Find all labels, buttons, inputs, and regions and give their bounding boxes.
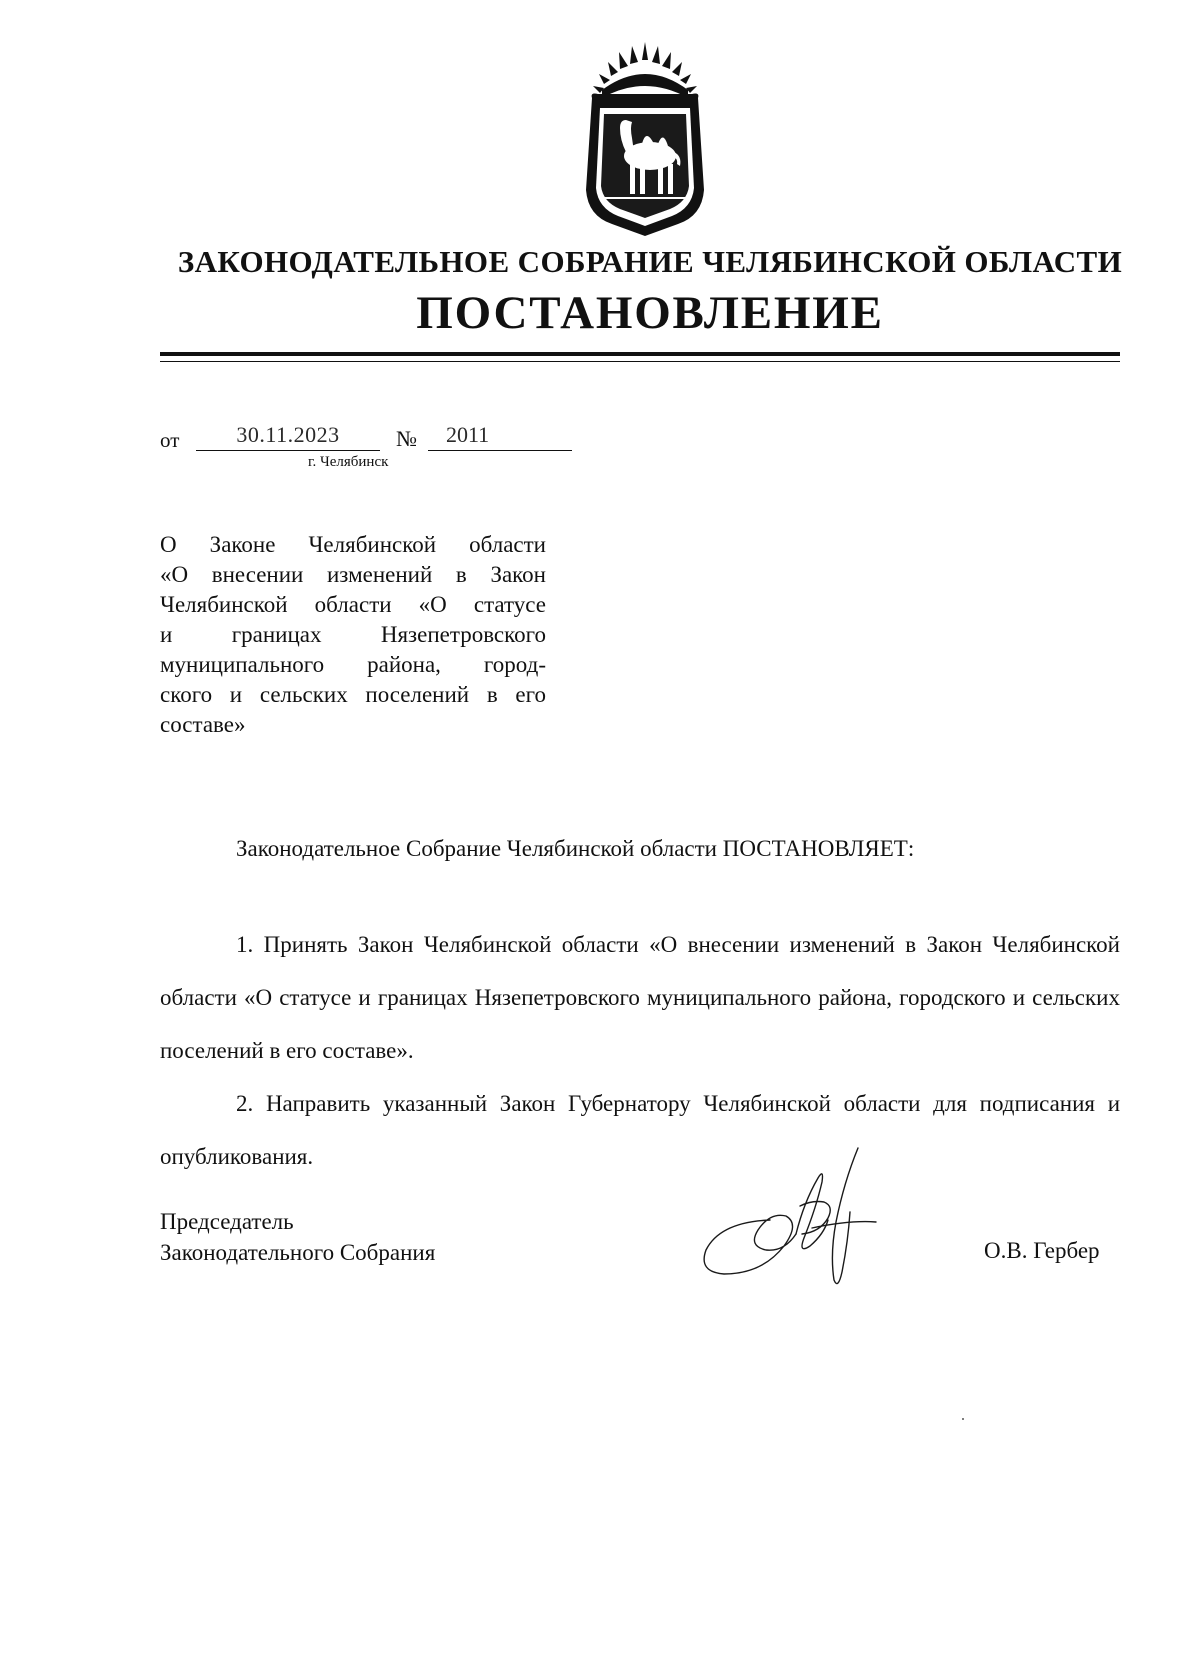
subject-line: Челябинской области «О статусе [160, 592, 546, 617]
subject-line: ского и сельских поселений в его [160, 682, 546, 707]
signatory-position [160, 1206, 435, 1268]
resolution-point-2: 2. Направить указанный Закон Губернатору Челябинской области для подписания и опубликования. [160, 1091, 1120, 1169]
decree-statement: Законодательное Собрание Челябинской области ПОСТАНОВЛЯЕТ: [236, 836, 915, 861]
resolution-points [160, 918, 1120, 1183]
organization-title: ЗАКОНОДАТЕЛЬНОЕ СОБРАНИЕ ЧЕЛЯБИНСКОЙ ОБЛАСТИ [177, 244, 1123, 279]
header-divider-thin [160, 361, 1120, 362]
position-line: Председатель [160, 1209, 294, 1234]
number-field [428, 418, 572, 451]
document-type-title: ПОСТАНОВЛЕНИЕ [416, 287, 884, 339]
subject-line: О Законе Челябинской области [160, 532, 546, 557]
handwritten-signature [700, 1142, 900, 1292]
document-number: 2011 [446, 422, 490, 447]
signer-name: О.В. Гербер [984, 1238, 1100, 1263]
issue-city: г. Челябинск [308, 454, 389, 470]
document-date: 30.11.2023 [236, 422, 340, 447]
subject-line: и границах Нязепетровского [160, 622, 546, 647]
registration-line [160, 418, 580, 458]
number-label: № [396, 426, 417, 451]
subject-line: составе» [160, 712, 246, 737]
resolution-point-1: 1. Принять Закон Челябинской области «О внесении изменений в Закон Челябинской области «О статусе и границах Нязепетровского муниципального района, городского и сельских поселений в его составе». [160, 932, 1120, 1063]
document-subject [160, 530, 546, 740]
date-label: от [160, 428, 180, 452]
scan-artifact [962, 1418, 964, 1420]
header-divider-thick [160, 352, 1120, 356]
position-line: Законодательного Собрания [160, 1240, 436, 1265]
subject-line: муниципального района, город- [160, 652, 546, 677]
date-field [196, 418, 380, 451]
subject-line: «О внесении изменений в Закон [160, 562, 546, 587]
coat-of-arms-icon [566, 40, 724, 240]
